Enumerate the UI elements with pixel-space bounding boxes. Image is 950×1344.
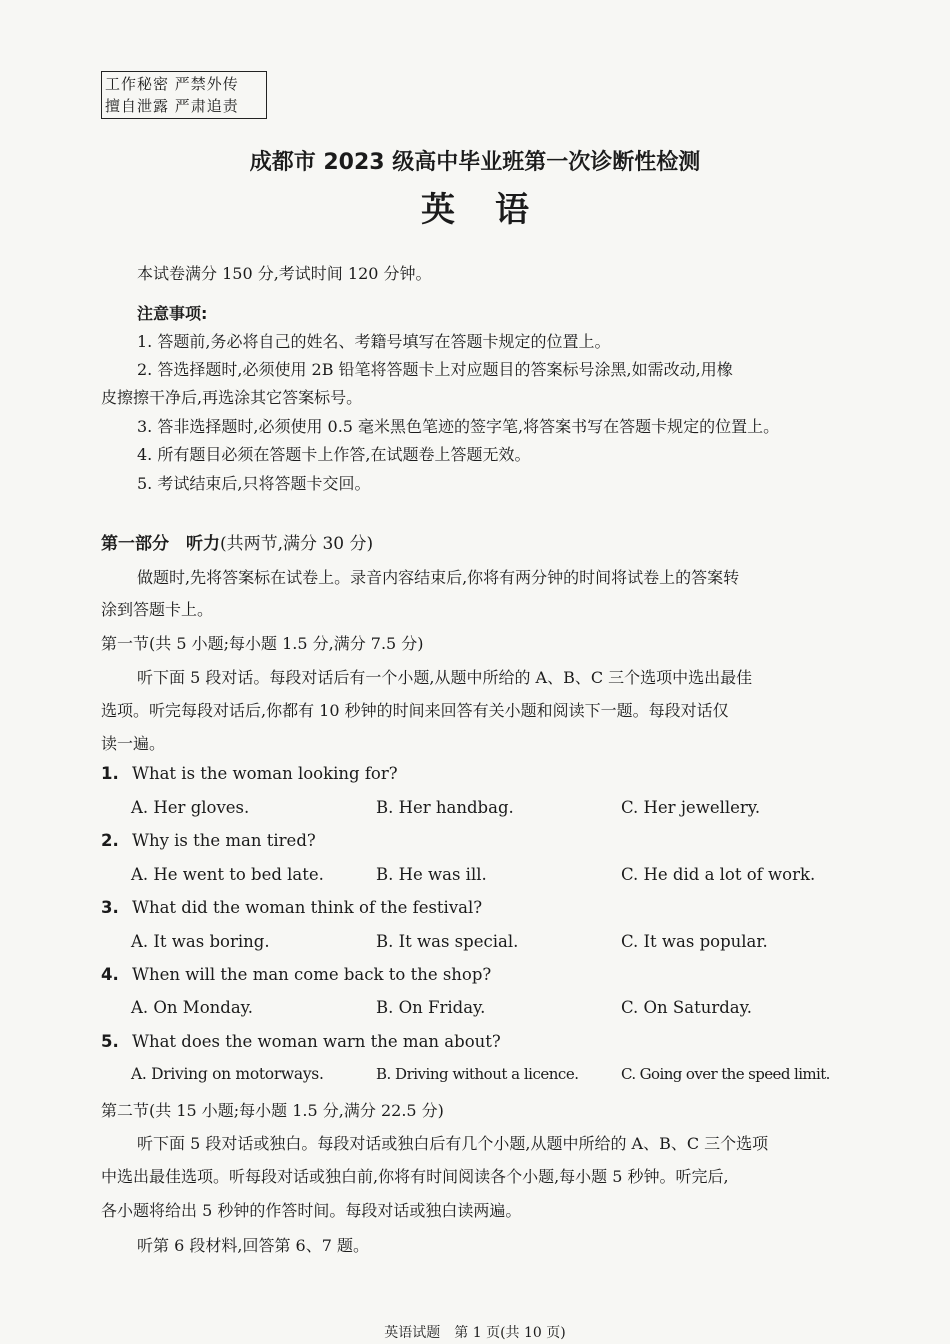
subject-title: 英语: [421, 190, 569, 230]
question-text: What does the woman warn the man about?: [132, 1032, 501, 1051]
section1-heading: 第一节(共 5 小题;每小题 1.5 分,满分 7.5 分): [101, 634, 424, 653]
question-number: 2.: [101, 831, 119, 850]
q4-option-b: B. On Friday.: [376, 998, 486, 1017]
section2-material: 听第 6 段材料,回答第 6、7 题。: [137, 1236, 369, 1255]
question-2: [101, 831, 316, 850]
q1-option-c: C. Her jewellery.: [621, 798, 761, 817]
q5-option-c: C. Going over the speed limit.: [621, 1065, 830, 1083]
question-4: [101, 965, 491, 984]
exam-intro: 本试卷满分 150 分,考试时间 120 分钟。: [137, 264, 432, 283]
q5-option-b: B. Driving without a licence.: [376, 1065, 579, 1083]
question-text: Why is the man tired?: [132, 831, 316, 850]
q2-option-a: A. He went to bed late.: [131, 865, 324, 884]
note-1: 1. 答题前,务必将自己的姓名、考籍号填写在答题卡规定的位置上。: [137, 332, 611, 351]
page-footer: 英语试题 第 1 页(共 10 页): [384, 1325, 566, 1341]
question-number: 1.: [101, 764, 119, 783]
note-4: 4. 所有题目必须在答题卡上作答,在试题卷上答题无效。: [137, 445, 531, 464]
note-2b: 皮擦擦干净后,再选涂其它答案标号。: [101, 388, 363, 407]
section2-instr-b: 中选出最佳选项。听每段对话或独白前,你将有时间阅读各个小题,每小题 5 秒钟。听完后,: [101, 1167, 729, 1186]
note-2a: 2. 答选择题时,必须使用 2B 铅笔将答题卡上对应题目的答案标号涂黑,如需改动,用橡: [137, 360, 733, 379]
q4-option-a: A. On Monday.: [131, 998, 254, 1017]
q3-option-a: A. It was boring.: [131, 932, 270, 951]
question-number: 4.: [101, 965, 119, 984]
section2-instr-c: 各小题将给出 5 秒钟的作答时间。每段对话或独白读两遍。: [101, 1201, 522, 1220]
part1-heading: [101, 529, 373, 554]
section1-instr-a: 听下面 5 段对话。每段对话后有一个小题,从题中所给的 A、B、C 三个选项中选出最佳: [137, 668, 753, 687]
part1-instr-b: 涂到答题卡上。: [101, 600, 214, 619]
q3-option-c: C. It was popular.: [621, 932, 768, 951]
q3-option-b: B. It was special.: [376, 932, 519, 951]
q2-option-b: B. He was ill.: [376, 865, 487, 884]
stamp-line-2: 擅自泄露 严肃追责: [105, 97, 239, 115]
part1-heading-rest: (共两节,满分 30 分): [220, 534, 374, 554]
question-5: [101, 1032, 501, 1051]
q2-option-c: C. He did a lot of work.: [621, 865, 816, 884]
stamp-line-1: 工作秘密 严禁外传: [105, 75, 239, 93]
q1-option-a: A. Her gloves.: [131, 798, 250, 817]
question-text: When will the man come back to the shop?: [132, 965, 492, 984]
q1-option-b: B. Her handbag.: [376, 798, 514, 817]
note-5: 5. 考试结束后,只将答题卡交回。: [137, 474, 371, 493]
question-number: 3.: [101, 898, 119, 917]
q5-option-a: A. Driving on motorways.: [131, 1065, 324, 1083]
note-3: 3. 答非选择题时,必须使用 0.5 毫米黑色笔迹的签字笔,将答案书写在答题卡规定的位置上。: [137, 417, 780, 436]
notes-heading: 注意事项:: [137, 304, 208, 323]
part1-instr-a: 做题时,先将答案标在试卷上。录音内容结束后,你将有两分钟的时间将试卷上的答案转: [137, 568, 740, 587]
question-3: [101, 898, 482, 917]
question-text: What did the woman think of the festival?: [132, 898, 483, 917]
question-text: What is the woman looking for?: [132, 764, 398, 783]
confidential-stamp: [101, 71, 267, 119]
question-1: [101, 764, 398, 783]
section2-heading: 第二节(共 15 小题;每小题 1.5 分,满分 22.5 分): [101, 1101, 444, 1120]
question-number: 5.: [101, 1032, 119, 1051]
q4-option-c: C. On Saturday.: [621, 998, 752, 1017]
section2-instr-a: 听下面 5 段对话或独白。每段对话或独白后有几个小题,从题中所给的 A、B、C 三个选项: [137, 1134, 769, 1153]
part1-heading-bold: 第一部分 听力: [101, 534, 220, 554]
section1-instr-b: 选项。听完每段对话后,你都有 10 秒钟的时间来回答有关小题和阅读下一题。每段对话仅: [101, 701, 729, 720]
section1-instr-c: 读一遍。: [101, 734, 166, 753]
exam-title: 成都市 2023 级高中毕业班第一次诊断性检测: [249, 150, 701, 175]
